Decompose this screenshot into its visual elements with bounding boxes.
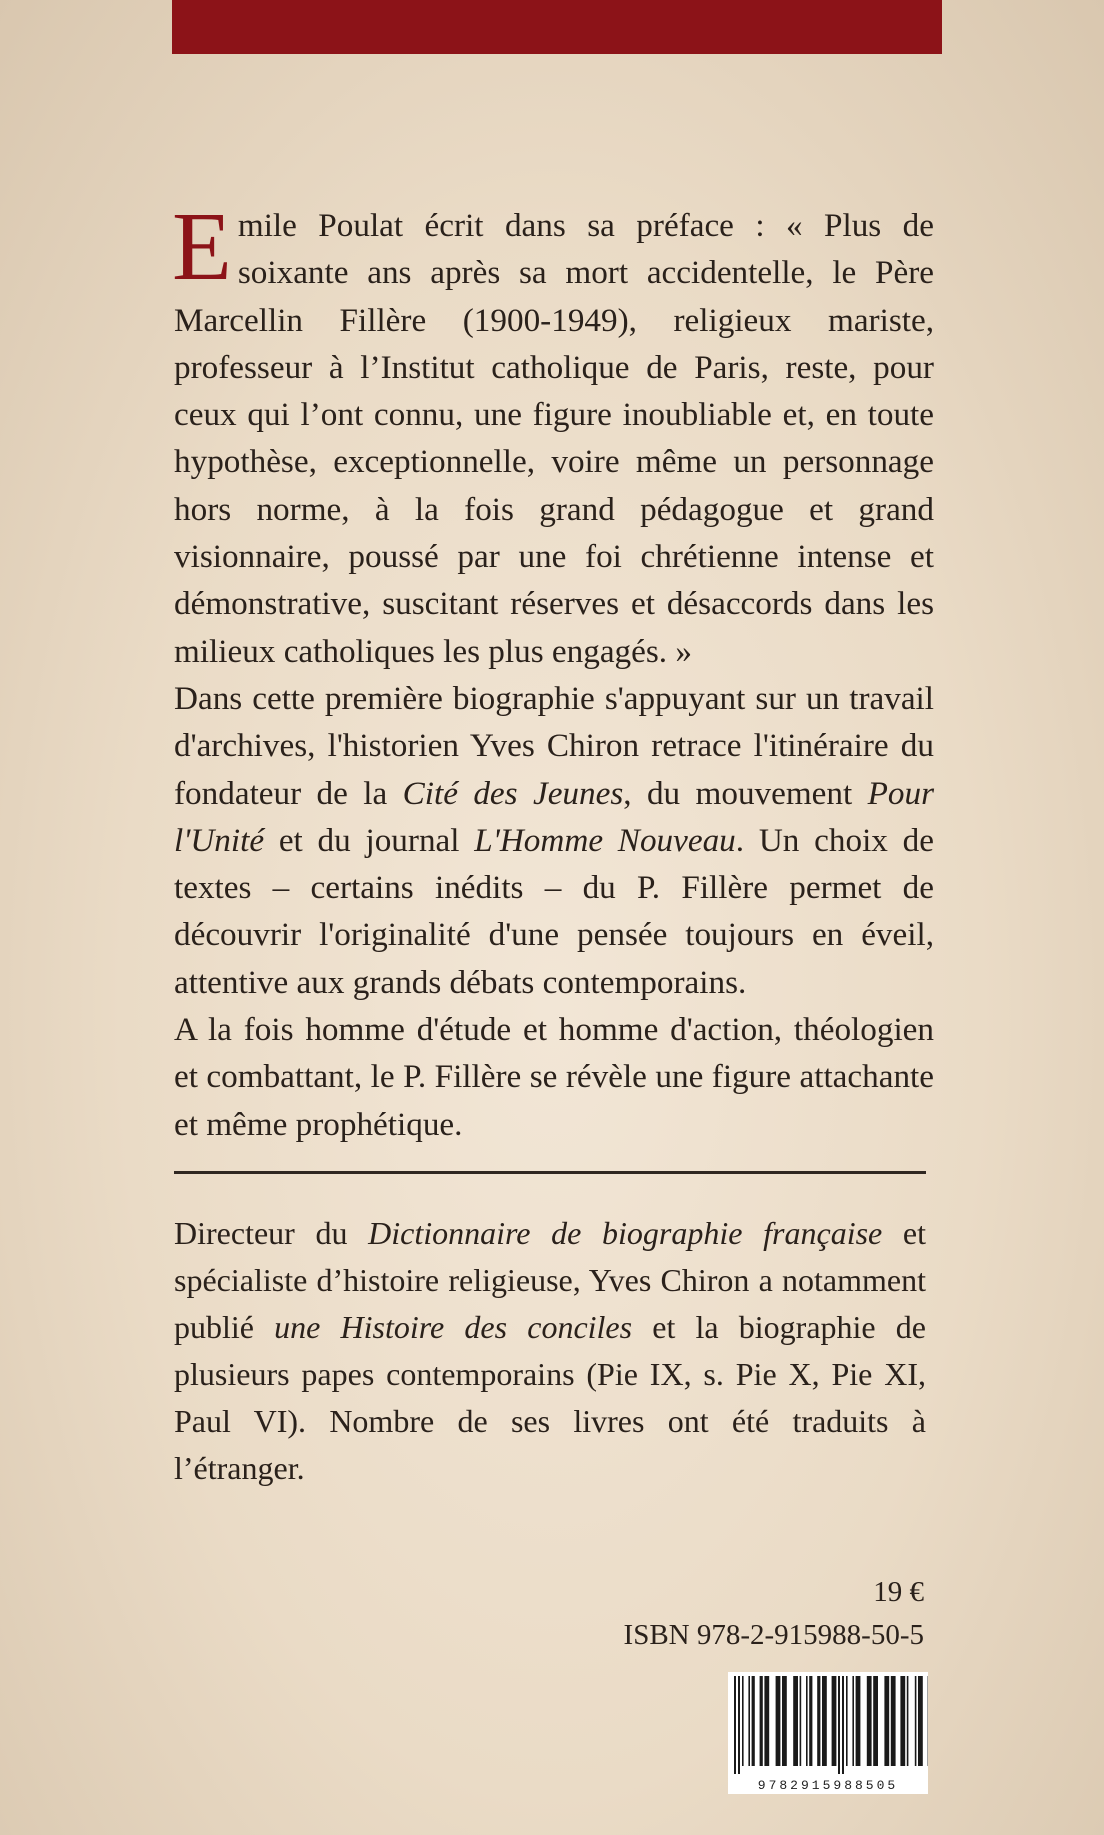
title-cite-des-jeunes: Cité des Jeunes: [402, 774, 624, 812]
barcode-bar: [867, 1676, 872, 1766]
drop-cap: E: [172, 193, 232, 301]
author-bio-text-2: et spécialiste d’histoire religieuse, Yves Chiron a notamment publié: [174, 1215, 927, 1345]
barcode-bar: [809, 1676, 812, 1766]
barcode-bar: [832, 1676, 837, 1766]
barcode-bar: [856, 1676, 861, 1766]
barcode-bar: [838, 1676, 840, 1774]
price: 19 €: [873, 1576, 924, 1608]
biography-text-2: , du mouvement: [623, 774, 868, 812]
barcode-digits: 9782915988505: [757, 1778, 899, 1793]
barcode-bar: [760, 1676, 763, 1766]
title-histoire-des-conciles: une Histoire des conciles: [274, 1309, 633, 1345]
author-bio-text-1: Directeur du: [174, 1215, 369, 1251]
barcode-bar: [873, 1676, 878, 1766]
preface-quote-text: mile Poulat écrit dans sa préface : « Plus de soixante ans après sa mort accidentelle, le Père Marcellin Fillère (1900-1949), religieux mariste, professeur à l’Institut catholique de Paris, reste, pour ceux qui l’ont connu, une figure inoubliable et, en toute hypothèse, exceptionnelle, voire même un personnage hors norme, à la fois grand pédagogue et grand visionnaire, poussé par une foi chrétienne intense et démonstrative, suscitant réserves et désaccords dans les milieux catholiques les plus engagés. »: [174, 207, 934, 670]
isbn-barcode: [728, 1672, 928, 1794]
barcode-bar: [738, 1676, 740, 1774]
author-bio-paragraph: [174, 1210, 926, 1492]
top-color-band: [172, 0, 942, 54]
biography-paragraph: [174, 675, 934, 1006]
barcode-bar: [900, 1676, 905, 1766]
barcode-bar: [793, 1676, 798, 1766]
barcode-bar: [884, 1676, 889, 1766]
barcode-bar: [742, 1676, 744, 1766]
title-pour-l-unite: Pour l'Unité: [174, 774, 934, 859]
author-bio: [174, 1210, 926, 1492]
barcode-bar: [800, 1676, 802, 1766]
barcode-bar: [918, 1676, 923, 1766]
barcode-bar: [846, 1676, 848, 1766]
barcode-bar: [734, 1676, 736, 1774]
back-cover-description: [172, 193, 934, 1148]
barcode-bar: [748, 1676, 750, 1766]
biography-text-3: et du journal: [264, 821, 475, 859]
section-divider: [174, 1171, 926, 1174]
biography-text-4: . Un choix de textes – certains inédits – du P. Fillère permet de découvrir l'originalité d'une pensée toujours en éveil, attentive aux grands débats contemporains.: [174, 821, 934, 1001]
barcode-bar: [915, 1676, 917, 1766]
isbn: ISBN 978-2-915988-50-5: [623, 1619, 924, 1651]
barcode-bar: [822, 1676, 827, 1766]
barcode-graphic: [728, 1672, 928, 1794]
barcode-bar: [842, 1676, 844, 1774]
barcode-bar: [776, 1676, 781, 1766]
barcode-bar: [752, 1676, 755, 1766]
conclusion-paragraph: A la fois homme d'étude et homme d'action, théologien et combattant, le P. Fillère se révèle une figure attachante et même prophétique.: [174, 1011, 934, 1143]
title-l-homme-nouveau: L'Homme Nouveau: [474, 821, 736, 859]
barcode-bar: [782, 1676, 787, 1766]
author-bio-text-3: et la biographie de plusieurs papes contemporains (Pie IX, s. Pie X, Pie XI, Paul VI). Nombre de ses livres ont été traduits à l’étranger.: [174, 1309, 926, 1486]
barcode-bar: [907, 1676, 909, 1766]
barcode-bar: [817, 1676, 820, 1766]
barcode-bar: [764, 1676, 769, 1766]
barcode-bars: [734, 1676, 928, 1774]
preface-quote-paragraph: [172, 193, 934, 675]
barcode-bar: [806, 1676, 808, 1766]
barcode-bar: [891, 1676, 896, 1766]
barcode-bar: [852, 1676, 854, 1766]
title-dictionnaire: Dictionnaire de biographie française: [368, 1215, 883, 1251]
biography-text-1: Dans cette première biographie s'appuyant sur un travail d'archives, l'historien Yves Chiron retrace l'itinéraire du fondateur de la: [174, 679, 934, 812]
